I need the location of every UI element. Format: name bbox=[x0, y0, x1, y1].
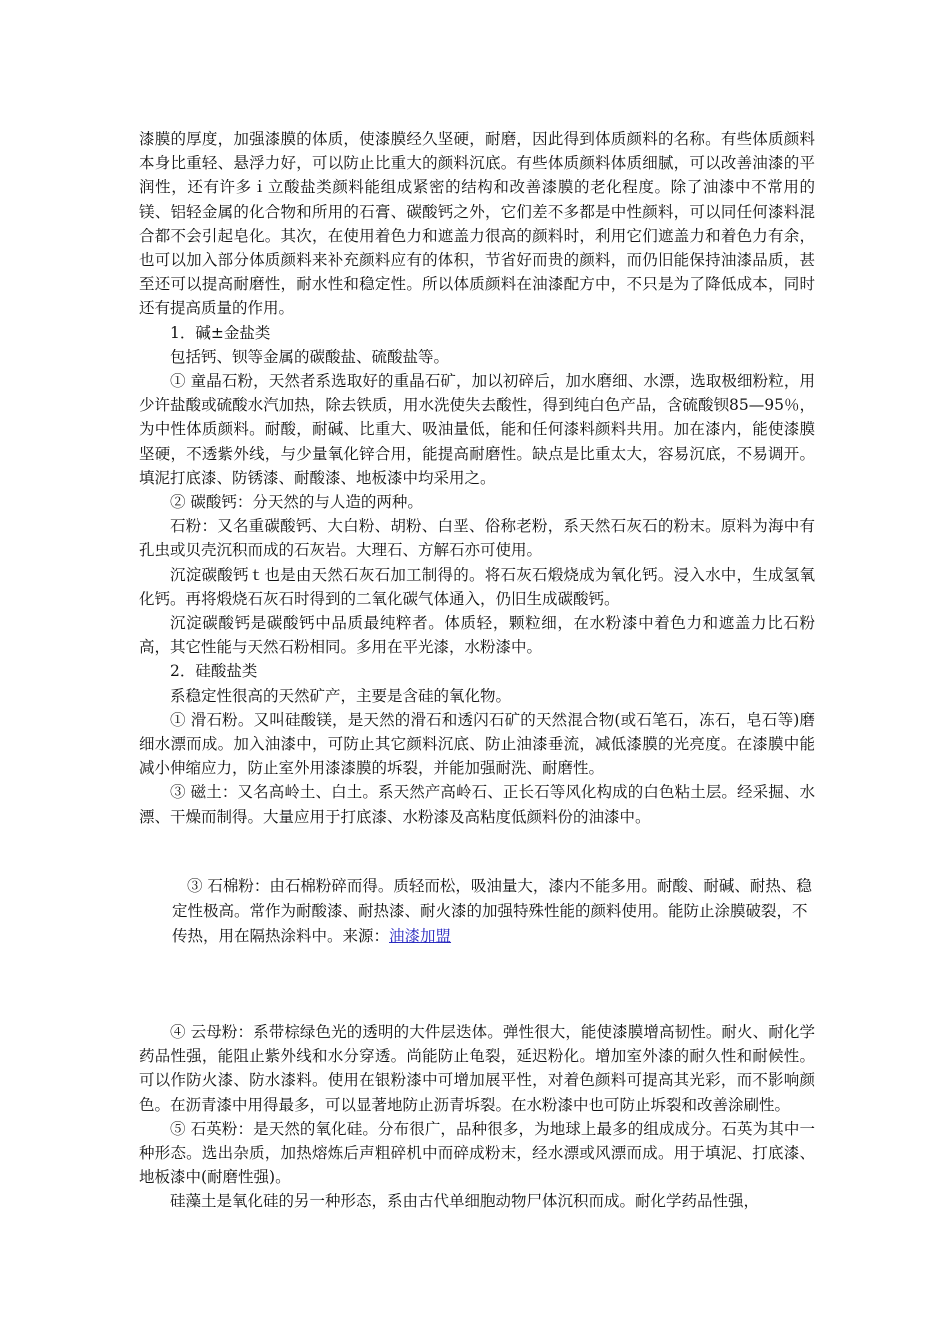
paragraph-pigment-intro: 漆膜的厚度，加强漆膜的体质，使漆膜经久坚硬，耐磨，因此得到体质颜料的名称。有些体质颜料本身比重轻、悬浮力好，可以防止比重大的颜料沉底。有些体质颜料体质细腻，可以改善油漆的平润性，还有许多ｉ立酸盐类颜料能组成紧密的结构和改善漆膜的老化程度。除了油漆中不常用的镁、铝轻金属的化合物和所用的石膏、碳酸钙之外，它们差不多都是中性颜料，可以同任何漆料混合都不会引起皂化。其次，在使用着色力和遮盖力很高的颜料时，利用它们遮盖力和着色力有余，也可以加入部分体质颜料来补充颜料应有的体积，节省好而贵的颜料，而仍旧能保持油漆品质，甚至还可以提高耐磨性，耐水性和稳定性。所以体质颜料在油漆配方中，不只是为了降低成本，同时还有提高质量的作用。 bbox=[139, 130, 815, 318]
paragraph-asbestos-text: ③ 石棉粉：由石棉粉碎而得。质轻而松，吸油量大，漆内不能多用。耐酸、耐碱、耐热、稳定性极高。常作为耐酸漆、耐热漆、耐火漆的加强特殊性能的颜料使用。能防止涂膜破裂，不传热，用在隔热涂料中。来源： bbox=[172, 877, 812, 945]
paragraph-diatomite: 硅藻土是氧化硅的另一种形态，系由古代单细胞动物尸体沉积而成。耐化学药品性强， bbox=[170, 1192, 760, 1211]
source-link[interactable]: 油漆加盟 bbox=[389, 927, 452, 945]
paragraph-talc: ① 滑石粉。又叫硅酸镁，是天然的滑石和透闪石矿的天然混合物(或石笔石，冻石，皂石等)磨细水漂而成。加入油漆中，可防止其它颜料沉底、防止油漆垂流，减低漆膜的光亮度。在漆膜中能减小伸缩应力，防止室外用漆漆膜的坼裂，并能加强耐洗、耐磨性。 bbox=[139, 710, 815, 778]
paragraph-stone-powder: 石粉：又名重碳酸钙、大白粉、胡粉、白垩、俗称老粉，系天然石灰石的粉末。原料为海中有孔虫或贝壳沉积而成的石灰岩。大理石、方解石亦可使用。 bbox=[139, 517, 815, 560]
paragraph-barite: ① 童晶石粉，天然者系选取好的重晶石矿，加以初碎后，加水磨细、水漂，选取极细粉粒，用少许盐酸或硫酸水汽加热，除去铁质，用水洗使失去酸性，得到纯白色产品，含硫酸钡85—95％，为中性体质颜料。耐酸，耐碱、比重大、吸油量低，能和任何漆料颜料共用。加在漆内，能使漆膜坚硬，不透紫外线，与少量氧化锌合用，能提高耐磨性。缺点是比重太大，容易沉底，不易调开。填泥打底漆、防锈漆、耐酸漆、地板漆中均采用之。 bbox=[139, 372, 815, 487]
paragraph-silicates-scope: 系稳定性很高的天然矿产，主要是含硅的氧化物。 bbox=[170, 686, 512, 705]
asbestos-paragraph-block bbox=[172, 874, 817, 949]
paragraph-precipitated-caco3-properties: 沉淀碳酸钙是碳酸钙中品质最纯粹者。体质轻，颗粒细，在水粉漆中着色力和遮盖力比石粉高，其它性能与天然石粉相同。多用在平光漆，水粉漆中。 bbox=[139, 614, 815, 657]
paragraph-precipitated-caco3-process: 沉淀碳酸钙ｔ也是由天然石灰石加工制得的。将石灰石煅烧成为氧化钙。浸入水中，生成氢氧化钙。再将煅烧石灰石时得到的二氧化碳气体通入，仍旧生成碳酸钙。 bbox=[139, 565, 815, 608]
paragraph-asbestos bbox=[172, 874, 817, 949]
paragraph-carbonates-scope: 包括钙、钡等金属的碳酸盐、硫酸盐等。 bbox=[170, 347, 450, 366]
heading-carbonates-sulfates: 1．碱±金盐类 bbox=[170, 323, 271, 342]
main-text-block bbox=[139, 127, 815, 829]
paragraph-calcium-carbonate: ② 碳酸钙：分天然的与人造的两种。 bbox=[170, 493, 423, 512]
heading-silicates: 2．硅酸盐类 bbox=[170, 662, 258, 681]
lower-text-block bbox=[139, 1020, 815, 1214]
paragraph-kaolin: ③ 磁土：又名高岭土、白土。系天然产高岭石、正长石等风化构成的白色粘土层。经采掘、水漂、干燥而制得。大量应用于打底漆、水粉漆及高粘度低颜料份的油漆中。 bbox=[139, 783, 815, 826]
paragraph-quartz: ⑤ 石英粉：是天然的氧化硅。分布很广，品种很多，为地球上最多的组成成分。石英为其中一种形态。选出杂质，加热熔炼后声粗碎机中而碎成粉末，经水漂或风漂而成。用于填泥、打底漆、地板漆中(耐磨性强)。 bbox=[139, 1119, 815, 1187]
paragraph-mica: ④ 云母粉：系带棕绿色光的透明的大件层迭体。弹性很大，能使漆膜增高韧性。耐火、耐化学药品性强，能阻止紫外线和水分穿透。尚能防止龟裂，延迟粉化。增加室外漆的耐久性和耐候性。可以作防火漆、防水漆料。使用在银粉漆中可增加展平性，对着色颜料可提高其光彩，而不影响颜色。在沥青漆中用得最多，可以显著地防止沥青坼裂。在水粉漆中也可防止坼裂和改善涂刷性。 bbox=[139, 1023, 815, 1114]
